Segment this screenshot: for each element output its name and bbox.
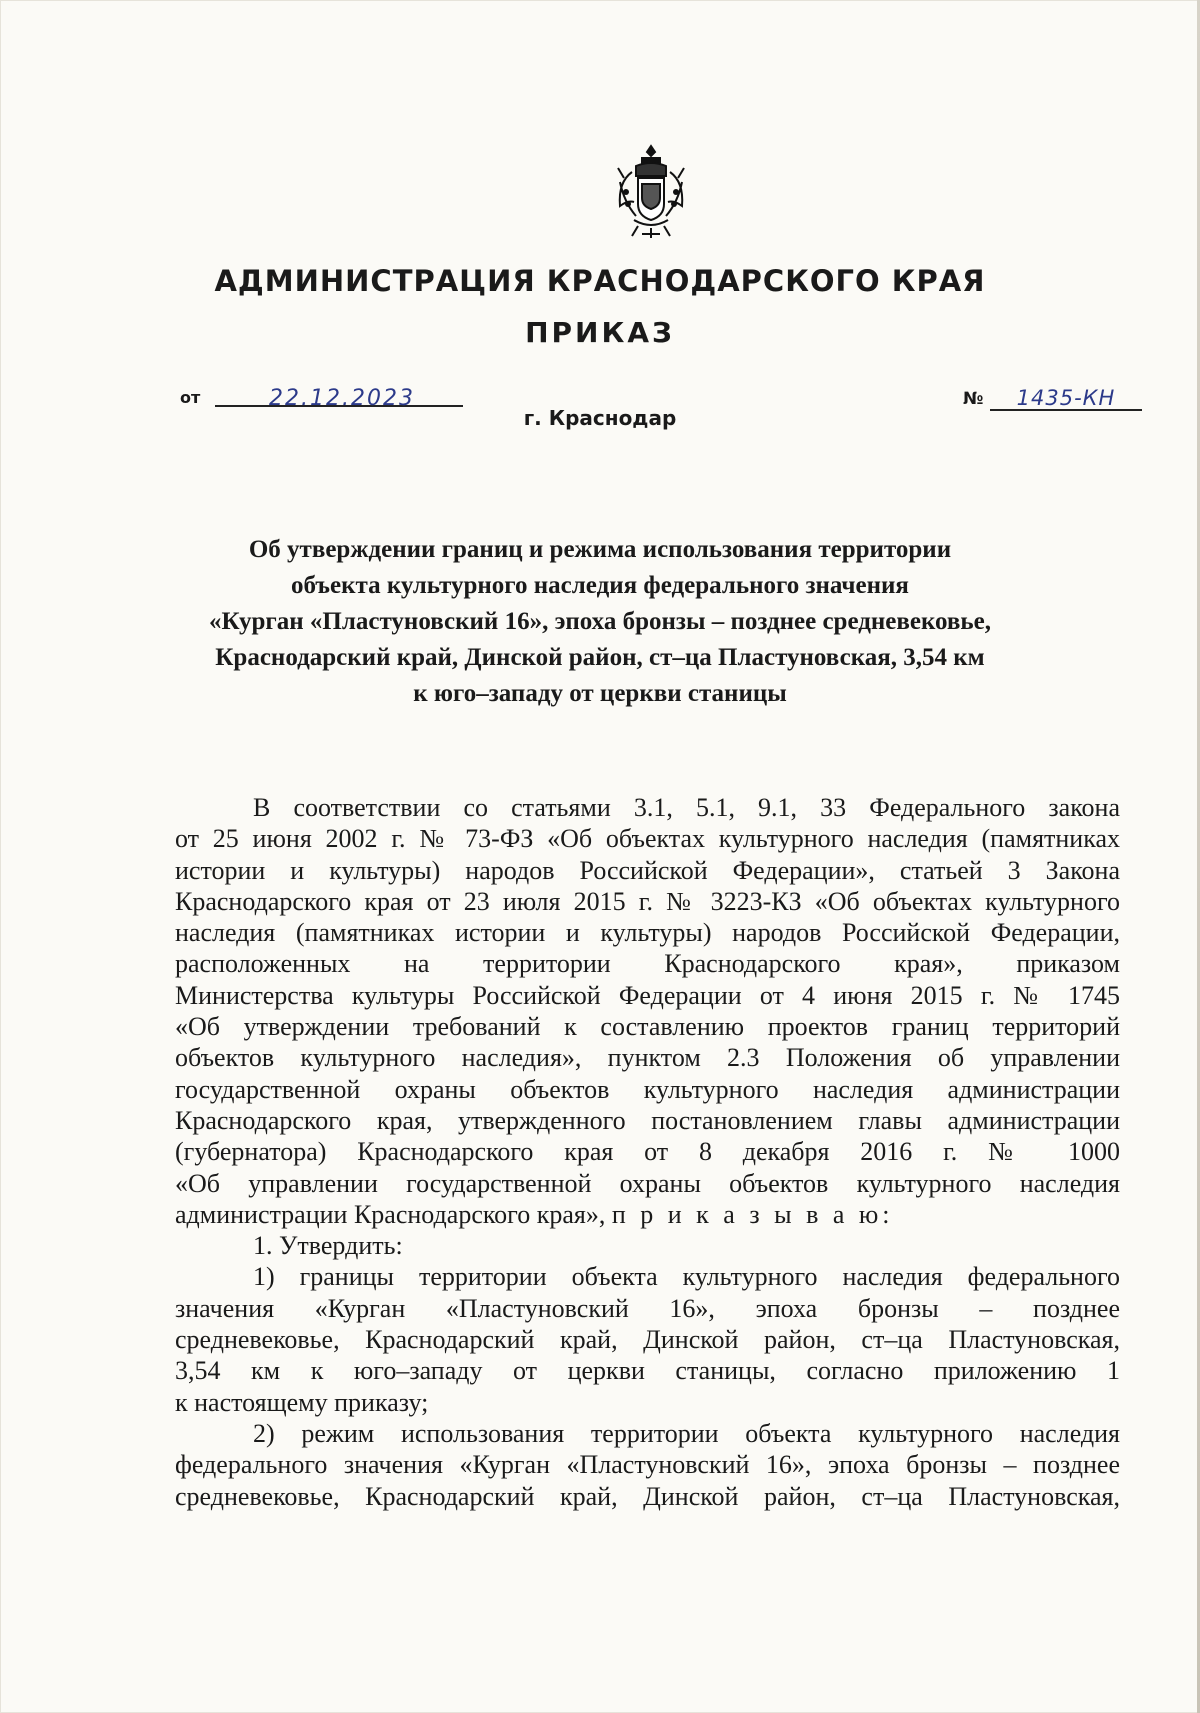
coat-of-arms-icon <box>612 142 690 242</box>
heading-line: «Курган «Пластуновский 16», эпоха бронзы – позднее средневековье, <box>209 608 991 635</box>
document-body <box>175 792 1120 1512</box>
body-line-text: администрации Краснодарского края», <box>175 1199 606 1229</box>
body-line: 1. Утвердить: <box>253 1231 403 1261</box>
body-line-order <box>175 1199 1120 1230</box>
body-line: Министерства культуры Российской Федерации от 4 июня 2015 г. № 1745 <box>175 980 1120 1010</box>
organization-title: АДМИНИСТРАЦИЯ КРАСНОДАРСКОГО КРАЯ <box>214 264 986 298</box>
body-line: Краснодарского края от 23 июля 2015 г. № 3223-КЗ «Об объектах культурного <box>175 886 1120 916</box>
body-line: федерального значения «Курган «Пластуновский 16», эпоха бронзы – позднее <box>175 1450 1120 1480</box>
body-line: «Об утверждении требований к составлению проектов границ территорий <box>175 1012 1120 1042</box>
body-line: (губернатора) Краснодарского края от 8 декабря 2016 г. № 1000 <box>175 1137 1120 1167</box>
body-line: средневековье, Краснодарский край, Динской район, ст–ца Пластуновская, <box>175 1325 1120 1355</box>
body-line: государственной охраны объектов культурного наследия администрации <box>175 1074 1120 1104</box>
number-handwritten: 1435-КН <box>1016 386 1116 410</box>
body-line: Краснодарского края, утвержденного постановлением главы администрации <box>175 1105 1120 1135</box>
body-line: «Об управлении государственной охраны объектов культурного наследия <box>175 1168 1120 1198</box>
body-line: истории и культуры) народов Российской Федерации», статьей 3 Закона <box>175 855 1120 885</box>
heading-line: объекта культурного наследия федерального значения <box>291 572 909 599</box>
body-line: объектов культурного наследия», пунктом 2.3 Положения об управлении <box>175 1043 1120 1073</box>
body-line: средневековье, Краснодарский край, Динской район, ст–ца Пластуновская, <box>175 1481 1120 1511</box>
body-line: к настоящему приказу; <box>175 1387 429 1417</box>
order-word: п р и к а з ы в а ю: <box>611 1199 894 1229</box>
body-line: 3,54 км к юго–западу от церкви станицы, согласно приложению 1 <box>175 1356 1120 1386</box>
body-line: В соответствии со статьями 3.1, 5.1, 9.1, 33 Федерального закона <box>253 793 1120 822</box>
body-line: наследия (памятниках истории и культуры) народов Российской Федерации, <box>175 918 1120 948</box>
body-line: расположенных на территории Краснодарского края», приказом <box>175 949 1120 979</box>
date-label: от <box>180 388 201 407</box>
body-line: значения «Курган «Пластуновский 16», эпоха бронзы – позднее <box>175 1293 1120 1323</box>
document-type: ПРИКАЗ <box>525 316 675 349</box>
body-line: от 25 июня 2002 г. № 73-ФЗ «Об объектах культурного наследия (памятниках <box>175 824 1120 854</box>
number-label: № <box>963 389 984 409</box>
date-handwritten: 22.12.2023 <box>269 386 415 411</box>
heading-line: Об утверждении границ и режима использования территории <box>248 536 952 563</box>
city: г. Краснодар <box>523 406 677 430</box>
heading-line: Краснодарский край, Динской район, ст–ца Пластуновская, 3,54 км <box>215 644 985 671</box>
document-heading <box>160 532 1040 712</box>
heading-line: к юго–западу от церкви станицы <box>413 680 787 707</box>
body-line: 1) границы территории объекта культурного наследия федерального <box>253 1262 1120 1292</box>
body-line: 2) режим использования территории объекта культурного наследия <box>253 1418 1120 1448</box>
